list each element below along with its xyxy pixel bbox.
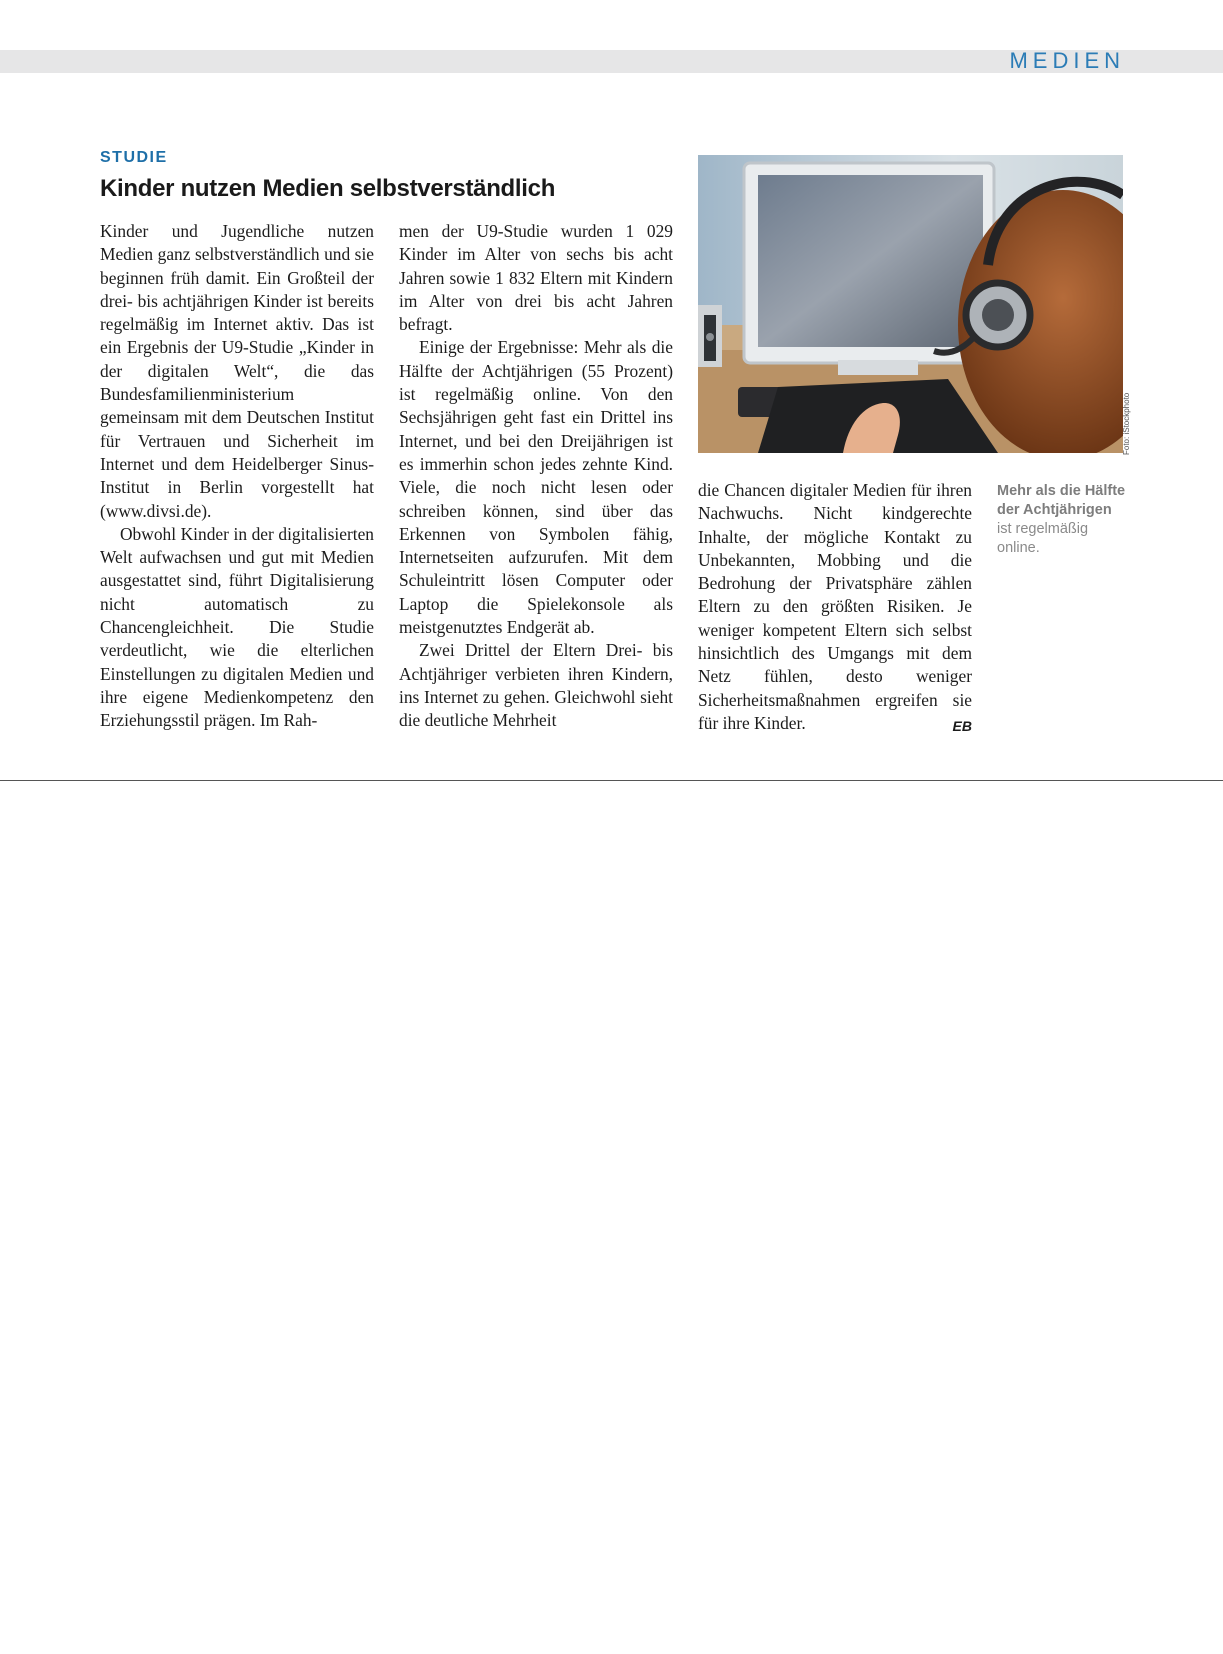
- article-photo: [698, 155, 1123, 453]
- photo-credit: Foto: iStockphoto: [1122, 392, 1131, 455]
- section-label: MEDIEN: [1009, 48, 1125, 73]
- paragraph-text: die Chancen digitaler Medien für ihren Nachwuchs. Nicht kindgerechte Inhalte, der mögliche Kontakt zu Unbekannten, Mobbing und die Bedrohung der Privatsphäre zählen Eltern zu den größten Risiken. Je weniger kompetent Eltern sich selbst hinsichtlich des Umgangs mit dem Netz fühlen, desto weniger Sicherheitsmaßnahmen ergreifen sie für ihre Kinder.: [698, 480, 972, 733]
- caption-text: ist regelmäßig online.: [997, 521, 1089, 556]
- author-initials: EB: [952, 717, 972, 734]
- paragraph: Einige der Ergebnisse: Mehr als die Hälfte der Achtjährigen (55 Prozent) ist regelmäßig online. Von den Sechsjährigen geht fast ein Drittel ins Internet, und bei den Dreijährigen ist es immerhin schon jedes zehnte Kind. Viele, die noch nicht lesen oder schreiben können, sind über das Erkennen von Symbolen fähig, Internetseiten aufzurufen. Mit dem Schuleintritt lösen Computer oder Laptop die Spielekonsole als meistgenutztes Endgerät ab.: [399, 337, 673, 638]
- article-column-1: [100, 220, 374, 733]
- paragraph: Zwei Drittel der Eltern Drei- bis Achtjähriger verbieten ihren Kindern, ins Internet zu gehen. Gleichwohl sieht die deutliche Mehrheit: [399, 640, 673, 731]
- article-column-2: [399, 220, 673, 733]
- bottom-rule: [0, 780, 1223, 781]
- paragraph: Kinder und Jugendliche nutzen Medien ganz selbstverständlich und sie beginnen früh damit. Ein Großteil der drei- bis achtjährigen Kinder ist bereits regelmäßig im Internet aktiv. Das ist ein Ergebnis der U9-Studie „Kinder in der digitalen Welt“, die das Bundesfamilienministerium gemeinsam mit dem Deutschen Institut für Vertrauen und Sicherheit im Internet und dem Heidelberger Sinus-Institut in Berlin vorgestellt hat (www.divsi.de).: [100, 221, 374, 521]
- photo-caption: [997, 482, 1127, 558]
- paragraph: men der U9-Studie wurden 1 029 Kinder im Alter von sechs bis acht Jahren sowie 1 832 Eltern mit Kindern im Alter von drei bis acht Jahren befragt.: [399, 221, 673, 335]
- article-column-3: [698, 479, 972, 738]
- paragraph: Obwohl Kinder in der digitalisierten Welt aufwachsen und gut mit Medien ausgestattet sind, führt Digitalisierung nicht automatisch zu Chancengleichheit. Die Studie verdeutlicht, wie die elterlichen Einstellungen zu digitalen Medien und ihre eigene Medienkompetenz den Erziehungsstil prägen. Im Rah-: [100, 523, 374, 731]
- article-kicker: STUDIE: [100, 149, 168, 166]
- paragraph: [698, 479, 972, 735]
- caption-emphasis: Mehr als die Hälfte der Achtjährigen: [997, 483, 1126, 518]
- article-headline: Kinder nutzen Medien selbstverständlich: [100, 175, 556, 202]
